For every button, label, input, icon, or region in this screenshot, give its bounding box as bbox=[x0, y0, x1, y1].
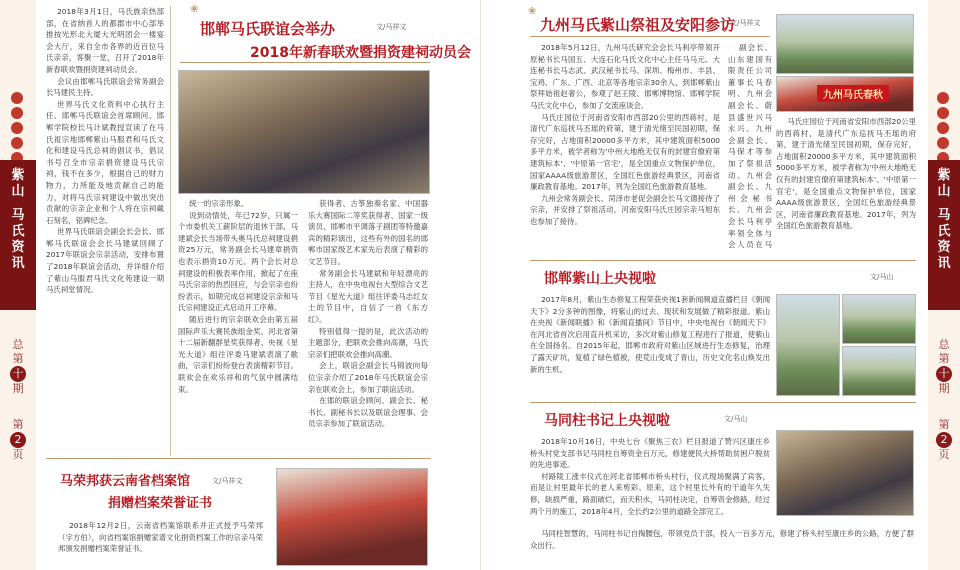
article-headline: 邯郸马氏联谊会举办 bbox=[200, 20, 336, 38]
section-rule bbox=[530, 260, 916, 261]
mountain-photo bbox=[842, 346, 916, 396]
section-rule bbox=[46, 458, 431, 459]
article-headline: 马同柱书记上央视啦 bbox=[544, 413, 670, 429]
mountain-photo bbox=[776, 294, 840, 396]
right-sidebar bbox=[928, 0, 960, 570]
article-headline: 九州马氏紫山祭祖及安阳参访 bbox=[540, 16, 736, 34]
section-rule bbox=[530, 402, 916, 403]
article-side-column: 副会长、山东建国有限责任公司董事长马春明、九州会副会长、蔚县盛世兴马永兴、九州会副会长、马保才等参加了祭祖活动。九州会副会长、九州会秘书长、九州会会长马利亭率领全体与会人员在马 bbox=[728, 43, 772, 250]
article-subheadline: 捐赠档案荣誉证书 bbox=[108, 496, 213, 511]
ornament: ❀ bbox=[190, 4, 199, 15]
article-headline: 邯郸紫山上央视啦 bbox=[544, 271, 656, 287]
issue-number: 总 第 十 期 bbox=[928, 338, 960, 396]
intro-column: 2018年3月1日，马氏族亲热部部，在省纳首人的都郡市中心部举推按光形北大厦大光明团会一楼宴会大厅，来自全市各界的近百位马氏亲亲，客聚一堂，召开了2018年新春联欢暨捐资建祠动员会。 会议由邯郸马氏联谊会常务副会长马建民主持。 世界马氏文化资料中心执行主任、邯郸马氏联谊会首席顾问、邯郸学院校长马计斌教授宣读了在马氏祖宗地邯郸紫山马服君和马氏文化和建设马氏总祠的倡议书，倡议书号召全市宗亲捐资建设马氏宗祠，钱不在多少，根据自己的财力物力，力所能及地贡献自己的能力，对将马氏宗祠建设中做出突出贡献的宗亲企业和个人将在宗祠載石刻名，铭碑纪念。 世界马氏联谊会副会长会长、邯郸马氏联谊会会长马建斌回顾了2017年联谊会宗亲活动，安排布置了2018年联谊会活动，并详细介绍了紫山马服君马氏文化苑建设一期马氏祠堂情况。 bbox=[46, 7, 164, 295]
statue-photo bbox=[776, 14, 914, 74]
certificate-photo bbox=[276, 468, 428, 566]
banner-photo bbox=[776, 76, 914, 112]
article-column: 统一的宗亲形象。 说到动情处，年已72岁，只属一个市委机关工薪阶层的退休干部，马建斌会长当场带头奥马氏总祠建设捐资25万元，常务副会长马建章捐资也表示捐资10万元。两个会长对总祠建设的积极表率作用，掀起了在座马氏宗亲的热烈回应，与会宗亲也纷纷表示，如期完成总祠建设宗亲和马氏宗祠建设正式启动开工序幕。 随后进行的宗亲联欢会由第五届国际声乐大赛民族组金奖、河北省第十二届新翻群星奖获得者、央视《星光大道》组往评委马建斌表演了歌曲，宗亲们纷纷登台表演精彩节目。联欢会在欢乐祥和的气氛中圆满结束。 bbox=[178, 199, 298, 394]
article-body: 2017年8月，紫山生态修复工程荣获央视1套新闻频道直播栏目《朝闻天下》2分多钟的图像，将紫山的过去、现状和发展做了精彩报道。紫山在央视《新闻联播》和《新闻直播间》节目中，中央电视台《朝闻天下》在河北省首次启用直升机采访，多次对紫山修复工程进行了报道，使紫山在全国扬名。自2015年起，邯郸市政府对紫山区域进行生态修复，治理了露天矿坑，复植了绿色植被，使荒山变成了青山，历史文化名山焕发出新的生机。 bbox=[530, 295, 770, 374]
article-continued: 马氏庄园位于河南省安阳市西部20公里的西蒋村，是清代广东巡抚马丕瑶的府第，建于清光绪至民国初期，保存完好，占地面积20000多平方米，其中建筑面积5000多平方米，被学者称为'中州大地绝无仅有的封建官僚府第建筑标本'、'中原第一官宅'，是全国重点文物保护单位，国家AAAA级旅游景区，全国红色旅游经典景区，河南省廉政教育基地。2017年，列为全国红色旅游教育基地。 bbox=[776, 117, 916, 231]
article-body: 2018年12月2日，云南省档案馆联系并正式授予马荣邦（字方伯），向省档案馆捐赠家谱文化捐资档案工作的宗亲马荣邦颁发捐赠档案荣誉证书。 bbox=[58, 521, 263, 554]
section-title: 紫 山 马 氏 资 讯 bbox=[937, 168, 951, 271]
article-byline: 文/马祥文 bbox=[730, 19, 761, 27]
article-body: 2018年5月12日，九州马氏研究会会长马利亭带领开原秘书长马国五、大连石化马氏文化中心主任马马元、大连秘书长马志武、武汉秘书长马、深圳、梅州市、丰县、宝鸡、广东、广西、北京等各地宗亲30余人，到邯郸紫山祭拜始祖赵奢公，参观了赵王陵、邯郸博物馆、邯郸学院马氏文化中心，参加了交流座谈会。 马氏庄园位于河南省安阳市西部20公里的西蒋村，是清代广东巡抚马丕瑶的府第，建于清光绪至民国初期，保存完好，占地面积20000多平方米，其中建筑面积5000多平方米，被学者称为'中州大地绝无仅有的封建官僚府第建筑标本'、'中原第一官宅'，是全国重点文物保护单位，国家AAAA级旅游景区，全国红色旅游经典景区，河南省廉政教育基地。2017年，列为全国红色旅游教育基地。 九州会常务副会长、菏泽市老促会副会长马文德接待了宗亲，并安排了祭祖活动，河南安阳马氏庄园宗亲马旭东也参加了接待。 bbox=[530, 43, 720, 226]
headline-rule bbox=[530, 36, 770, 37]
page-number: 第 2 页 bbox=[0, 418, 36, 462]
ornament-dots bbox=[11, 92, 25, 167]
article-headline: 马荣邦获云南省档案馆 bbox=[60, 474, 191, 489]
page-gutter bbox=[480, 0, 481, 570]
ornament: ❀ bbox=[528, 6, 537, 17]
article-byline: 文/马山 bbox=[870, 273, 894, 281]
banner-text: 九州马氏春秋 bbox=[817, 85, 889, 102]
left-sidebar bbox=[0, 0, 36, 570]
section-title: 紫 山 马 氏 资 讯 bbox=[11, 168, 25, 271]
article-column: 获得者、古筝独奏名家、中国器乐大赛国际二等奖获得者、国家一级演员、邯郸市平调落子剧团等特邀嘉宾的精彩演出，这些有外的国名的邯郸市国家级艺术家先后表演了精彩的文艺节目。 常务副会长马建斌和年轻漂亮的主持人，在中央电视台大型综合文艺节目《星光大道》组往评委马志红女士的节目中，自信了一首《东方红》。 特别值得一提的是，此次活动的主题部分，把联欢会推向高潮，马氏宗亲们把联欢会推向高潮。 会上，联谊会副会长马锦波向每位宗亲介绍了2018年马氏联谊会宗亲在联欢会上，参加了联谊活动。 在邯的联谊会顾问、副会长、秘书长、副秘书长以及联谊会理事、会员宗亲参加了联谊活动。 bbox=[308, 199, 428, 429]
article-body-tail: 马同柱智慧的，马同柱书记自掏腰包，带领党员干部，投入一百多万元，修建了桥头村至康庄乡的公路，方便了群众出行。 bbox=[530, 529, 914, 550]
article-byline: 文/马山 bbox=[724, 415, 748, 423]
article-body: 2018年10月16日，中央七台《聚焦三农》栏目报道了赞兴区康庄乡桥头村党支部书记马同柱自筹资金百万元，修建便民大桥帮助贫困户脱贫的先进事迹。 村路陵工涨丰仪式在河北省邯郸市桥头村行，仪式现场聚满了宾客，而是让村里最年长的老人来剪彩。原来，这个村里长外有的干道年久失修，缺损严重，路面破烂，而天积水，马同柱决定，自筹资金修路，经过两个月的施工，2018年4月，全长约2公里的道路全部完工。 bbox=[530, 437, 770, 516]
issue-number: 总 第 十 期 bbox=[0, 338, 36, 396]
column-divider bbox=[170, 6, 171, 456]
ornament-dots bbox=[937, 92, 951, 167]
headline-rule bbox=[180, 62, 430, 63]
article-subheadline: 2018年新春联欢暨捐资建祠动员会 bbox=[250, 45, 471, 61]
article-byline: 文/马祥文 bbox=[212, 477, 243, 485]
mountain-photo bbox=[842, 294, 916, 344]
ceremony-photo bbox=[776, 430, 914, 516]
article-byline: 文/马祥文 bbox=[376, 23, 407, 31]
page-number: 第 2 页 bbox=[928, 418, 960, 462]
group-photo bbox=[178, 70, 430, 194]
